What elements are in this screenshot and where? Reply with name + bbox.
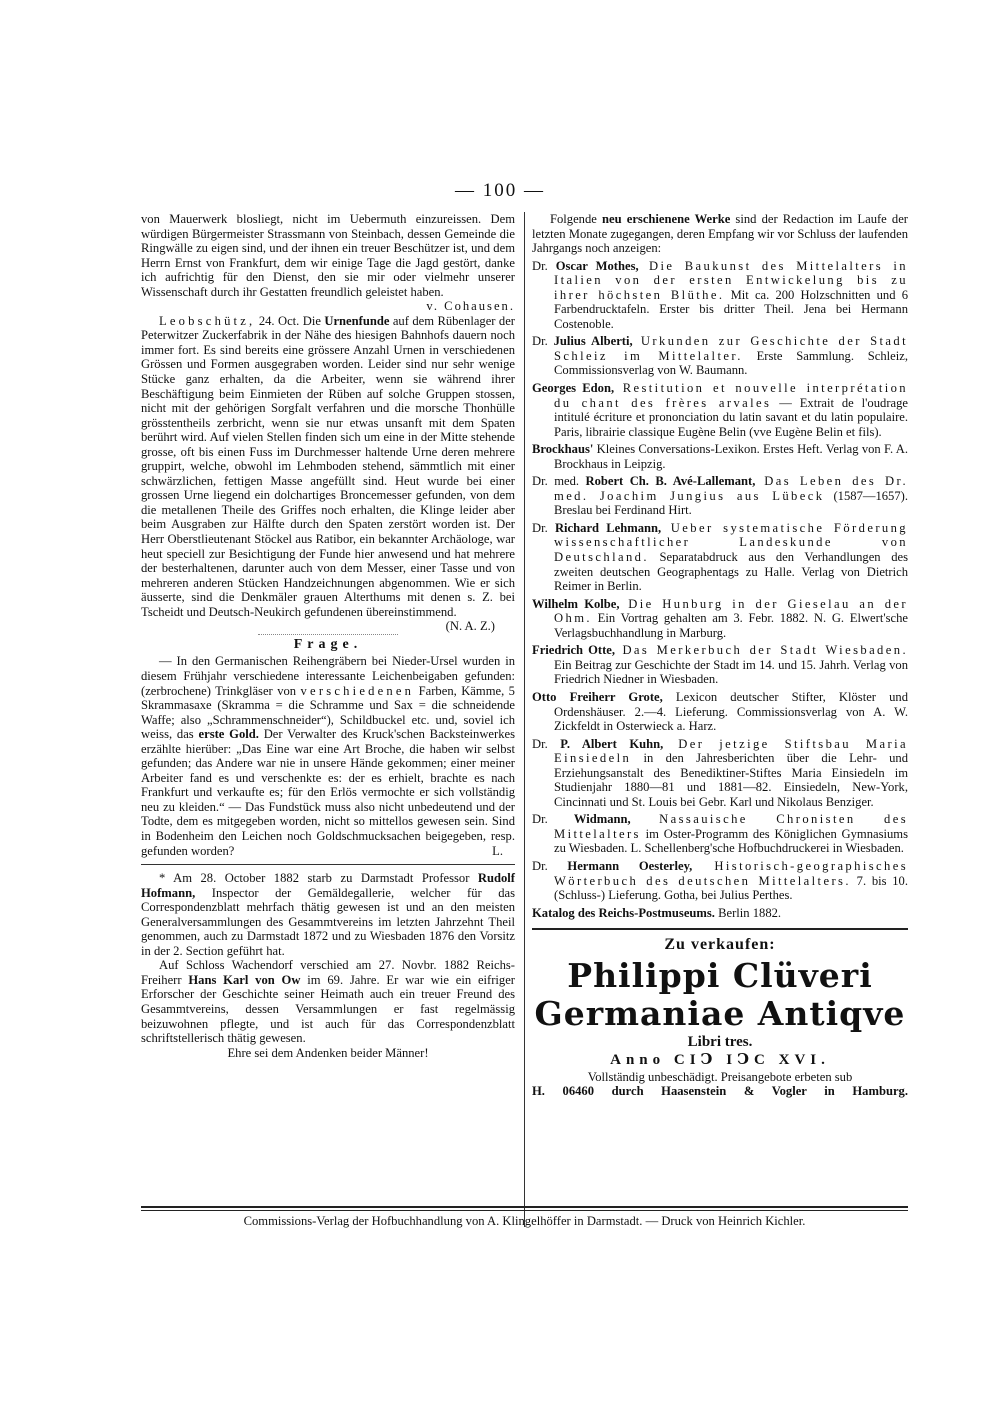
entry-details: Kleines Conversations-Lexikon. Erstes Heft. Verlag von F. A. Brockhaus in Leipzig. [554, 442, 908, 471]
book-entry [532, 690, 908, 734]
entry-author: Georges Edon, [532, 381, 615, 396]
spaced-word: verschiedenen [300, 683, 415, 698]
paragraph-text: auf dem Rübenlager der Peterwitzer Zuckerfabrik in der Nähe des hiesigen Bahnhofs dauern noch immer fort. Es sind bereits eine grössere Anzahl Urnen in verschiedenen Grössen und Formen ausgegraben worden. Leider sind nur sehr wenige Stücke ganz erhalten, da die Arbeiter, wenn sie während ihrer Beschäftigung beim Einmieten der Rüben auf solche Gruppen stossen, nicht mit der gehörigen Sorgfalt verfahren und die morsche Thonhülle grösstentheils zerbricht, wenn sie nur etwas unsanft mit dem Spaten berührt wird. Auf vielen Stellen finden sich um eine in der Mitte stehende grosse, oft bis einen Fuss im Durchmesser haltende Urne deren mehrere gruppirt, welche, obwohl im Lehmboden stehend, sämmtlich mit einer schwärzlichen, fettigen Masse angefüllt sind. Heut wurde bei einer grossen Urne liegend ein dolchartiges Broncemesser gefunden, von dem die metallenen Theile des Griffes noch erhalten, die Klinge leider aber beim Ausgraben zur Hälfte durch den Spaten zerstört worden ist. Der Herr Oberstlieutenant Stöckel aus Ratibor, ein bekannter Archäologe, war heut speciell zur Besichtigung der Funde hier anwesend und hat mehrere der besterhaltenen, darunter auch von dem Messer, einer Tasse und von mehreren anderen Stücken Handzeichnungen abgenommen. Wie er sich äusserte, sind die Denkmäler grauen Alterthums mit denen s. Z. bei Tscheidt und Deutsch-Neukirch gefundenen übereinstimmend. [141, 313, 515, 619]
entry-details: Ein Vortrag gehalten am 3. Febr. 1882. N. G. Elwert'sche Verlagsbuchhandlung in Marburg. [554, 611, 908, 640]
page-number: — 100 — [455, 180, 545, 201]
entry-details: Separatabdruck aus den Verhandlungen des zweiten deutschen Geographentags zu Halle. Verlag von Dietrich Reimer in Berlin. [554, 550, 908, 594]
footer-rule [141, 1206, 908, 1211]
entry-details: Mit ca. 200 Holzschnitten und 6 Farbendrucktafeln. Erster bis dritter Theil. Jena bei Hermann Costenoble. [554, 287, 908, 331]
entry-details: Lexicon deutscher Stifter, Klöster und Ordenshäuser. 2.—4. Lieferung. Commissionsverlag von A. W. Zickfeldt in Osterwieck a. Harz. [554, 689, 908, 734]
entry-author: Wilhelm Kolbe, [532, 596, 620, 611]
paragraph-text: Inspector der Gemäldegallerie, welcher für das Correspondenzblatt mehrfach thätig gewesen ist und an den meisten Generalversammlungen des Gesammtvereins im letzten Jahrzehnt Theil genommen, auch zu Darmstadt 1872 und zu Wiesbaden 1876 den Vorsitz in der 2. Section geführt hat. [141, 885, 515, 958]
decorative-divider [258, 634, 398, 635]
paragraph-text: Farben, Kämme, 5 Skrammasaxe (Skramma = die Schramme und Sax = die schneidende Waffe; also „Schrammenschneider“), Schildbuckel etc. und, soviel ich weiss, das [141, 683, 515, 742]
entry-title: Der jetzige Stiftsbau Maria Einsiedeln [554, 736, 908, 766]
entry-author: Robert Ch. B. Avé-Lallemant, [585, 474, 756, 489]
book-entry [532, 442, 908, 471]
advertisement [532, 938, 908, 1099]
book-entry [532, 859, 908, 903]
paragraph-text: Der Verwalter des Kruck'schen Backsteinwerkes erzählte hierüber: „Das Eine war eine Art Broche, die haben wir selbst gefunden; das Andere war nie in unsere Hände gekommen; einer meiner Arbeiter fand es und verschenkte es: der es erhielt, brachte es nach Frankfurt und verkaufte es; für den Erlös vermochte er sich vollständig neu zu kleiden.“ — Das Fundstück muss also nicht unbedeutend und der Todte, dem es mitgegeben worden, nicht so mittellos gewesen sein. Sind in Bodenheim den Leichen noch Goldschmucksachen beigegeben, resp. gefunden worden? [141, 727, 516, 858]
paragraph-urnenfunde [141, 313, 515, 634]
book-entry [532, 737, 908, 810]
left-column [141, 212, 515, 1060]
entry-prefix: Dr. [532, 736, 561, 751]
entry-prefix: Dr. [532, 520, 555, 535]
book-entry [532, 521, 908, 594]
ad-title-line2: Germaniae Antiqve [534, 993, 906, 1033]
keyword-urnenfunde: Urnenfunde [324, 313, 390, 328]
closing-line: Ehre sei dem Andenken beider Männer! [227, 1045, 429, 1060]
ad-contact: H. 06460 durch Haasenstein & Vogler in Hamburg. [532, 1084, 908, 1099]
advertisement-rule [532, 928, 908, 930]
section-rule [141, 864, 515, 865]
entry-prefix: Dr. [532, 258, 556, 273]
new-works-intro [532, 212, 908, 256]
entry-title: Ueber systematische Förderung wissenschaftlicher Landeskunde von Deutschland. [554, 520, 908, 565]
entry-title: Historisch-geographisches Wörterbuch des deutschen Mittelalters. [554, 858, 909, 888]
paragraph-frage [141, 654, 515, 858]
entry-author: Friedrich Otte, [532, 643, 616, 658]
entry-title: Das Leben des Dr. med. Joachim Jungius aus Lübeck [554, 474, 908, 503]
entry-author: Brockhaus' [532, 442, 594, 457]
right-column [532, 212, 908, 1099]
name-hans-karl-von-ow: Hans Karl von Ow [188, 972, 301, 987]
place-name: Leobschütz, [159, 313, 256, 328]
entry-details: 7. bis 10. (Schluss-) Lieferung. Gotha, bei Julius Perthes. [554, 873, 908, 903]
paragraph-text: Auf Schloss Wachendorf verschied am 27. Novbr. 1882 Reichs-Freiherr [141, 958, 515, 987]
signature-l: L. [492, 843, 503, 858]
entry-prefix: Dr. [532, 812, 574, 827]
katalog-details: Berlin 1882. [714, 905, 782, 920]
entry-author: Hermann Oesterley, [567, 858, 693, 873]
entry-title: Die Baukunst des Mittelalters in Italien von der ersten Entwickelung bis zu ihrer höchsten Blüthe. [554, 258, 908, 302]
entry-details: (1587—1657). Breslau bei Ferdinand Hirt. [554, 488, 908, 518]
paragraph-text: sind der Redaction im Laufe der letzten Monate zugegangen, deren Empfang wir vor Schluss der laufenden Jahrgangs noch anzeigen: [532, 212, 908, 256]
entry-author: Richard Lehmann, [554, 520, 662, 535]
footer-imprint: Commissions-Verlag der Hofbuchhandlung von A. Klingelhöffer in Darmstadt. — Druck von Heinrich Kichler. [243, 1214, 806, 1228]
paragraph-obituary-hofmann [141, 871, 515, 958]
entry-details: in den Jahresberichten über die Lehr- und Erziehungsanstalt des Benediktiner-Stiftes Maria Einsiedeln im Studienjahr 1880—81 und 1881—82. Einsiedeln, New-York, Cincinnati und St. Louis bei Gebr. Karl und Nikolaus Benziger. [554, 751, 908, 809]
paragraph-text: von Mauerwerk blosliegt, nicht im Uebermuth einzureissen. Dem würdigen Bürgermeister Strassmann von Steinbach, dessen Gemeinde die Ringwälle zu eigen sind, und der ihnen ein treuer Beschützer ist, und dem Herrn Ernst von Frankfurt, dem wir einige Tage die Jagd gestört, danke ich aufrichtig für den Dienst, den sie mir oder vielmehr unserer Wissenschaft durch ihr Gestatten freundlich geleistet haben. [141, 212, 515, 299]
book-entry [532, 259, 908, 332]
paragraph-text: im 69. Jahre. Er war wie ein eifriger Erforscher der Geschichte seiner Heimath auch ein treuer Freund des Gesammtvereins, dessen Versammlungen er fast regelmässig beizuwohnen pflegte, und ist auch für das Correspondenzblatt schriftstellerisch thätig gewesen. [141, 972, 515, 1046]
katalog-title: Katalog des Reichs-Postmuseums. [532, 905, 715, 920]
section-title-frage: Frage. [293, 636, 363, 652]
entry-author: Otto Freiherr Grote, [532, 689, 663, 704]
paragraph-text: * Am 28. October 1882 starb zu Darmstadt Professor [159, 871, 478, 886]
entry-prefix: Dr. [532, 334, 554, 349]
entry-details: Ein Beitrag zur Geschichte der Stadt im 14. und 15. Jahrh. Verlag von Friedrich Niedner in Wiesbaden. [554, 657, 908, 687]
entry-author: P. Albert Kuhn, [560, 736, 664, 751]
entry-prefix: Dr. med. [532, 474, 586, 489]
paragraph-text: Folgende [550, 212, 603, 226]
ad-body: Vollständig unbeschädigt. Preisangebote erbeten sub [587, 1069, 853, 1084]
entry-author: Julius Alberti, [553, 334, 633, 349]
entry-title: Die Hunburg in der Gieselau an der Ohm. [554, 596, 908, 626]
entry-author: Widmann, [573, 812, 631, 827]
keyword-erste-gold: erste Gold. [198, 727, 259, 742]
ad-subtitle: Libri tres. [687, 1033, 753, 1050]
book-entry [532, 474, 908, 518]
entry-title: Urkunden zur Geschichte der Stadt Schleiz im Mittelalter. [554, 334, 909, 363]
entry-details: — Extrait de l'oudrage intitulé écriture et prononciation du latin savant et du latin populaire. Paris, librairie classique Eugène Belin (vve Eugène Belin et fils). [554, 395, 908, 439]
date-text: 24. Oct. Die [255, 313, 325, 328]
entry-title: Nassauische Chronisten des Mittelalters [554, 812, 908, 841]
source-abbrev: (N. A. Z.) [445, 619, 495, 634]
entry-details: im Oster-Programm des Königlichen Gymnasiums zu Wiesbaden. L. Schellenberg'sche Hofbuchdruckerei in Wiesbaden. [554, 826, 908, 856]
book-entry [532, 597, 908, 641]
ad-title-line1: Philippi Clüveri [567, 955, 873, 995]
katalog-entry [532, 906, 908, 921]
name-rudolf-hofmann: Rudolf Hofmann, [141, 871, 515, 900]
ad-year: Anno CIↃ IↃC XVI. [610, 1052, 830, 1069]
ad-heading: Zu verkaufen: [664, 936, 776, 954]
entry-author: Oscar Mothes, [555, 258, 639, 273]
entry-title: Restitution et nouvelle interprétation du chant des frères arvales [554, 381, 909, 410]
paragraph-ringwaelle [141, 212, 515, 314]
book-entry [532, 381, 908, 439]
book-entry [532, 334, 908, 378]
book-entry [532, 812, 908, 856]
keyword-new-works: neu erschienene Werke [602, 212, 731, 226]
entry-title: Das Merkerbuch der Stadt Wiesbaden. [615, 643, 908, 658]
paragraph-text: — In den Germanischen Reihengräbern bei Nieder-Ursel wurden in diesem Frühjahr verschiedene interessante Leichenbeigaben gefunden: (zerbrochene) Trinkgläser von [141, 654, 515, 698]
entry-prefix: Dr. [532, 858, 568, 873]
column-divider [524, 212, 525, 1227]
entry-details: Erste Sammlung. Schleiz, Commissionsverlag von W. Baumann. [554, 348, 909, 378]
paragraph-obituary-ow [141, 958, 515, 1045]
signature-cohausen: v. Cohausen. [426, 299, 515, 314]
book-entry [532, 643, 908, 687]
